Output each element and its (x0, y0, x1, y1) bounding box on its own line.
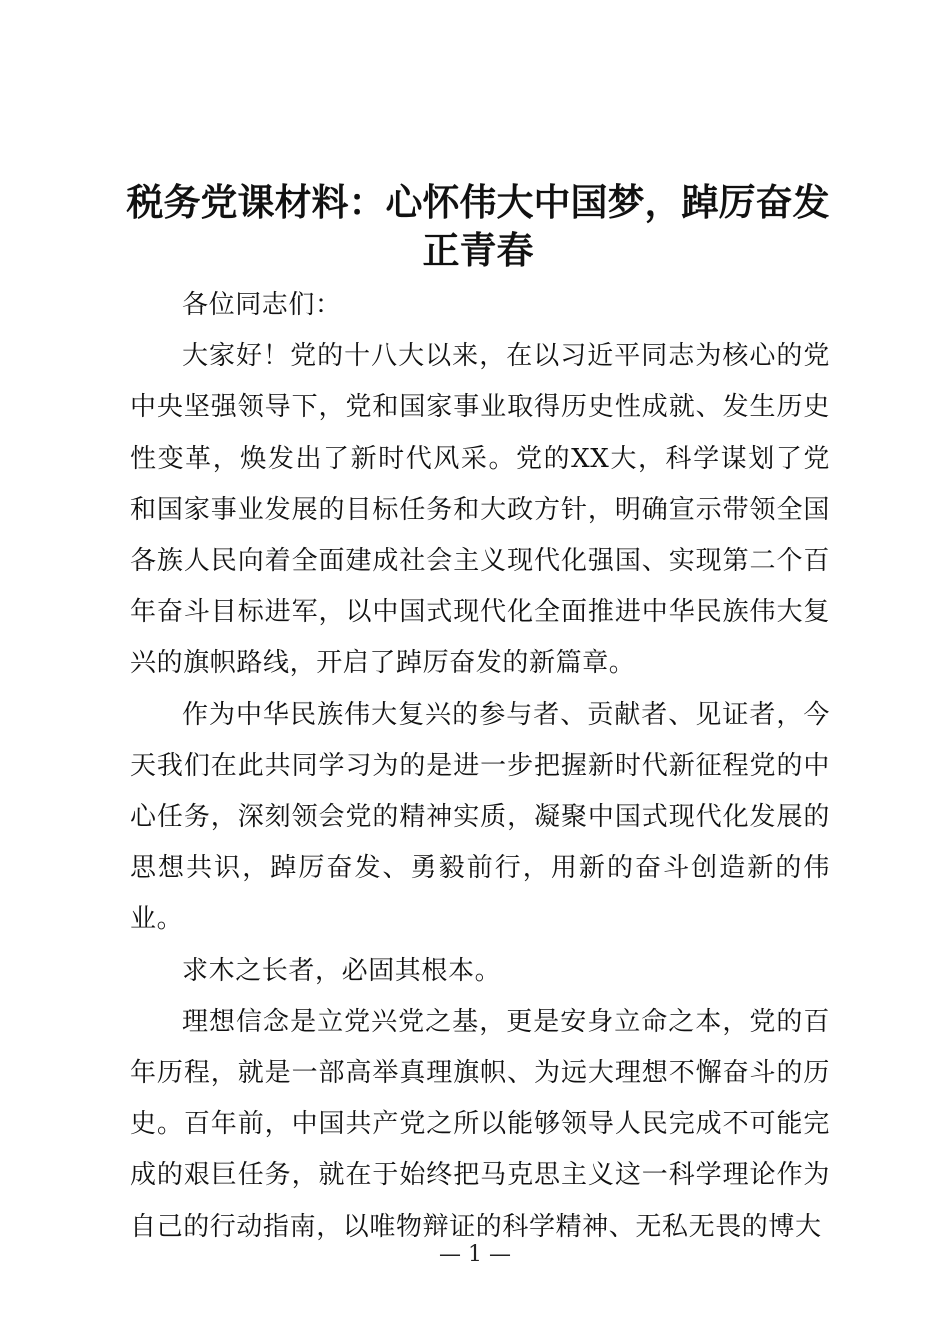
paragraph-salutation: 各位同志们： (182, 290, 342, 320)
paragraph: 求木之长者，必固其根本。 (182, 955, 502, 986)
paragraph: 作为中华民族伟大复兴的参与者、贡献者、见证者，今天我们在此共同学习为的是进一步把握新时代新征程党的中心任务，深刻领会党的精神实质，凝聚中国式现代化发展的思想共识，踔厉奋发、勇毅前行，用新的奋斗创造新的伟业。 (130, 699, 830, 935)
paragraph: 大家好！党的十八大以来，在以习近平同志为核心的党中央坚强领导下，党和国家事业取得历史性成就、发生历史性变革，焕发出了新时代风采。党的XX大，科学谋划了党和国家事业发展的目标任务和大政方针，明确宣示带领全国各族人民向着全面建成社会主义现代化强国、实现第二个百年奋斗目标进军，以中国式现代化全面推进中华民族伟大复兴的旗帜路线，开启了踔厉奋发的新篇章。 (130, 341, 830, 679)
document-title: 税务党课材料：心怀伟大中国梦，踔厉奋发正青春 (126, 180, 830, 272)
document-body (130, 280, 830, 1253)
page-number: — 1 — (439, 1242, 511, 1267)
paragraph: 理想信念是立党兴党之基，更是安身立命之本，党的百年历程，就是一部高举真理旗帜、为远大理想不懈奋斗的历史。百年前，中国共产党之所以能够领导人民完成不可能完成的艰巨任务，就在于始终把马克思主义这一科学理论作为自己的行动指南，以唯物辩证的科学精神、无私无畏的博大 (130, 1006, 830, 1242)
